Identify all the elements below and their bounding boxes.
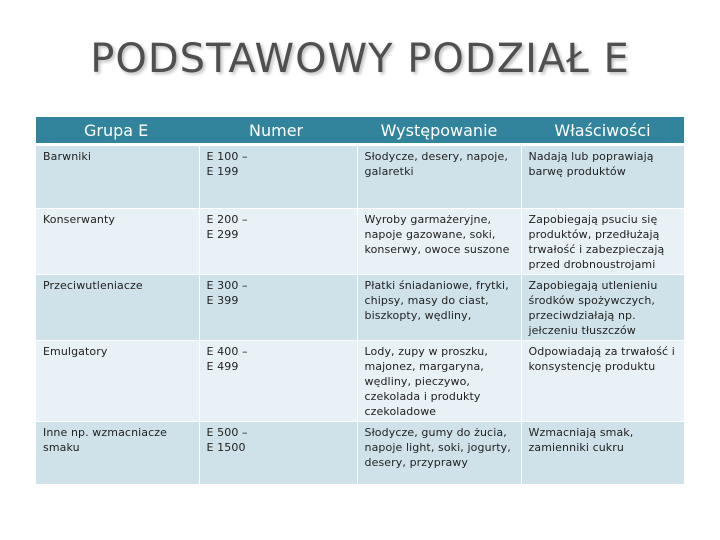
table-row [36, 275, 684, 341]
header-number: Numer [199, 117, 357, 145]
cell-occurrence: Płatki śniadaniowe, frytki, chipsy, masy do ciast, biszkopty, wędliny, [357, 275, 521, 341]
cell-properties: Wzmacniają smak, zamienniki cukru [521, 422, 684, 485]
cell-group: Emulgatory [36, 341, 199, 422]
table-row [36, 422, 684, 485]
cell-properties: Zapobiegają utlenieniu środków spożywczych, przeciwdziałają np. jełczeniu tłuszczów [521, 275, 684, 341]
cell-group: Przeciwutleniacze [36, 275, 199, 341]
cell-number: E 300 – E 399 [199, 275, 357, 341]
table-row [36, 341, 684, 422]
cell-occurrence: Lody, zupy w proszku, majonez, margaryna, wędliny, pieczywo, czekolada i produkty czekoladowe [357, 341, 521, 422]
table-header-row [36, 117, 684, 145]
cell-properties: Zapobiegają psuciu się produktów, przedłużają trwałość i zabezpieczają przed drobnoustrojami [521, 209, 684, 275]
cell-group: Konserwanty [36, 209, 199, 275]
cell-properties: Nadają lub poprawiają barwę produktów [521, 145, 684, 209]
page-title: PODSTAWOWY PODZIAŁ E [90, 36, 630, 82]
cell-number: E 200 – E 299 [199, 209, 357, 275]
cell-occurrence: Słodycze, gumy do żucia, napoje light, soki, jogurty, desery, przyprawy [357, 422, 521, 485]
cell-occurrence: Wyroby garmażeryjne, napoje gazowane, soki, konserwy, owoce suszone [357, 209, 521, 275]
cell-occurrence: Słodycze, desery, napoje, galaretki [357, 145, 521, 209]
cell-number: E 500 – E 1500 [199, 422, 357, 485]
cell-properties: Odpowiadają za trwałość i konsystencję produktu [521, 341, 684, 422]
table-row [36, 209, 684, 275]
cell-number: E 400 – E 499 [199, 341, 357, 422]
table-row [36, 145, 684, 209]
header-group: Grupa E [36, 117, 199, 145]
cell-group: Inne np. wzmacniacze smaku [36, 422, 199, 485]
header-occurrence: Występowanie [357, 117, 521, 145]
e-numbers-table [36, 117, 685, 485]
cell-group: Barwniki [36, 145, 199, 209]
cell-number: E 100 – E 199 [199, 145, 357, 209]
header-properties: Właściwości [521, 117, 684, 145]
